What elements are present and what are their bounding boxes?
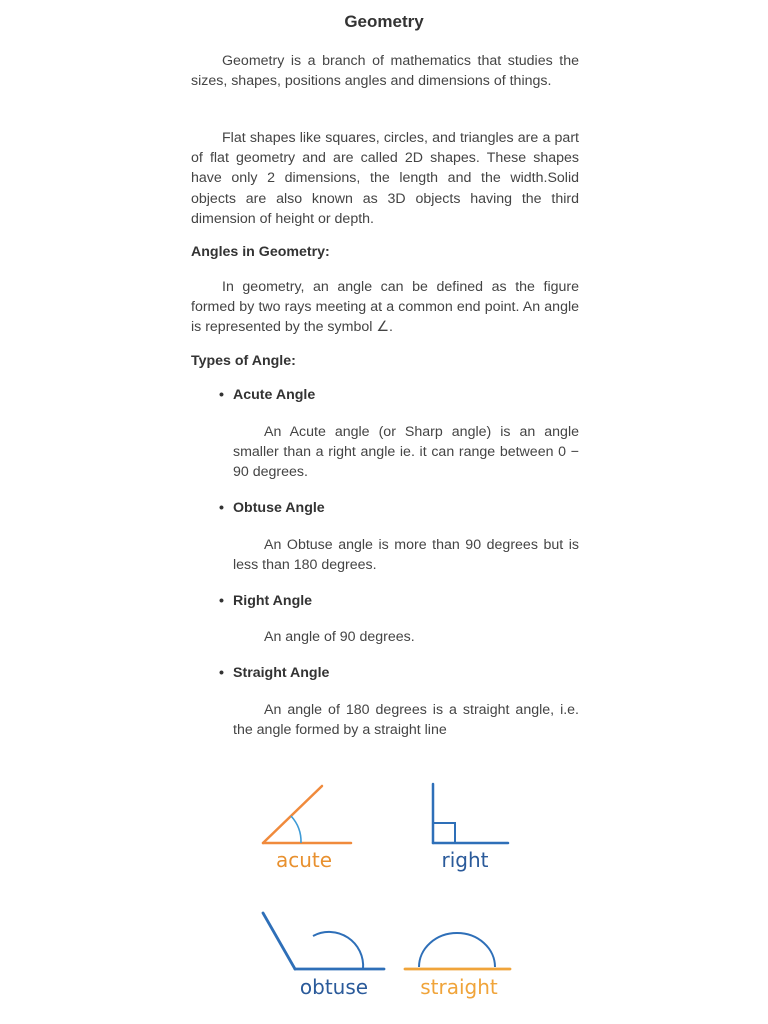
angles-paragraph-text: In geometry, an angle can be defined as the figure formed by two rays meeting at a common end point. An angle is represented by the symbol ∠. <box>191 279 579 336</box>
angles-heading: Angles in Geometry: <box>191 244 330 260</box>
type-description-obtuse-text: An Obtuse angle is more than 90 degrees but is less than 180 degrees. <box>233 537 579 574</box>
intro-paragraph-2-text: Flat shapes like squares, circles, and triangles are a part of flat geometry and are called 2D shapes. These shapes have only 2 dimensions, the length and the width.Solid objects are also known as 3D objects having the third dimension of height or depth. <box>191 130 579 227</box>
type-description-straight <box>233 700 579 740</box>
right-figure-label: right <box>441 848 489 872</box>
list-item: • Right Angle <box>219 593 313 609</box>
list-item: • Acute Angle <box>219 387 316 403</box>
obtuse-angle-drawing <box>263 913 384 969</box>
type-description-acute <box>233 422 579 483</box>
list-item: • Straight Angle <box>219 665 330 681</box>
straight-angle-drawing <box>405 933 510 969</box>
angle-types-figure <box>250 775 530 1010</box>
type-description-straight-text: An angle of 180 degrees is a straight angle, i.e. the angle formed by a straight line <box>233 702 579 739</box>
acute-figure-label: acute <box>275 848 333 872</box>
straight-figure-label: straight <box>420 975 498 999</box>
intro-paragraph-1 <box>191 51 579 91</box>
type-name-right: Right Angle <box>233 593 313 609</box>
obtuse-figure-label: obtuse <box>299 975 369 999</box>
type-name-obtuse: Obtuse Angle <box>233 500 325 516</box>
type-description-acute-text: An Acute angle (or Sharp angle) is an angle smaller than a right angle ie. it can range between 0 − 90 degrees. <box>233 424 579 481</box>
angles-paragraph <box>191 277 579 338</box>
right-angle-drawing <box>433 784 508 843</box>
type-name-straight: Straight Angle <box>233 665 330 681</box>
list-item: • Obtuse Angle <box>219 500 325 516</box>
type-name-acute: Acute Angle <box>233 387 316 403</box>
type-description-right-text: An angle of 90 degrees. <box>264 629 415 645</box>
intro-paragraph-1-text: Geometry is a branch of mathematics that studies the sizes, shapes, positions angles and dimensions of things. <box>191 53 579 90</box>
type-description-right <box>233 627 579 647</box>
page-title: Geometry <box>344 12 424 31</box>
intro-paragraph-2 <box>191 128 579 229</box>
acute-angle-drawing <box>263 786 351 843</box>
types-heading: Types of Angle: <box>191 353 296 369</box>
type-description-obtuse <box>233 535 579 575</box>
